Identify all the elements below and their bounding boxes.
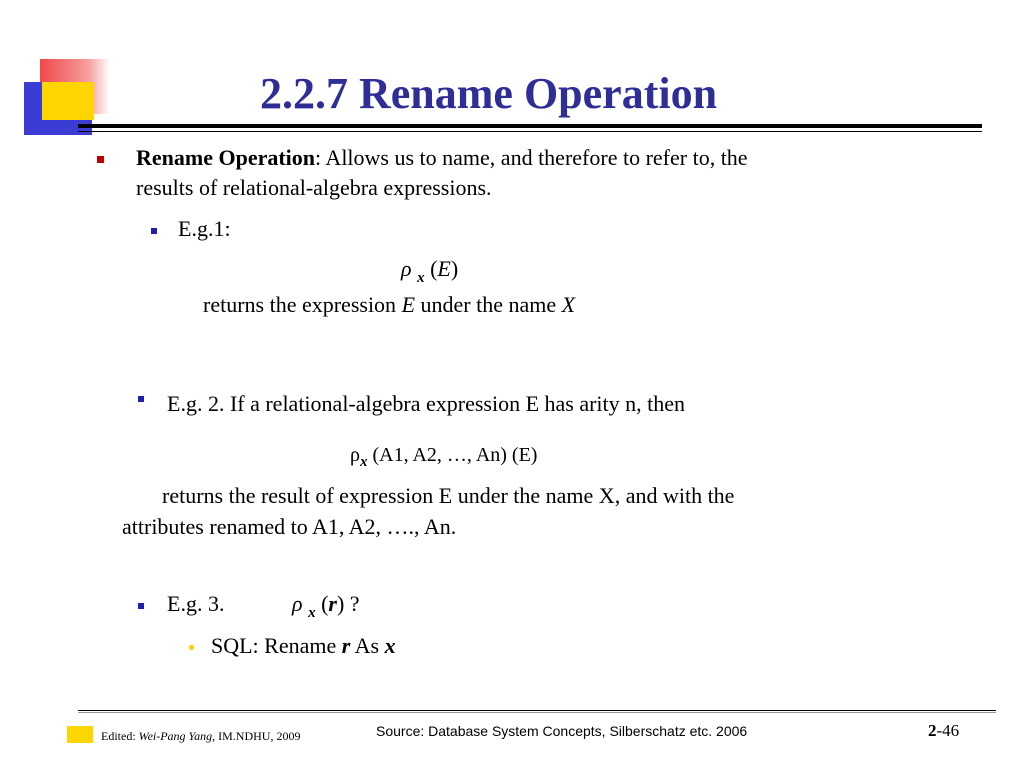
title-divider-thin bbox=[78, 131, 982, 132]
paren-open: ( bbox=[430, 256, 438, 281]
rho-subscript: x bbox=[308, 605, 316, 621]
eg3-label: E.g. 3. bbox=[167, 591, 225, 616]
bullet-icon bbox=[97, 156, 104, 163]
eg2-returns-line1: returns the result of expression E under the name X, and with the bbox=[162, 483, 735, 508]
eg1-label: E.g.1: bbox=[178, 216, 231, 241]
rho-symbol: ρ bbox=[350, 444, 360, 466]
footer-org: IM.NDHU, 2009 bbox=[215, 729, 301, 743]
sql-r: r bbox=[341, 633, 351, 658]
rho-subscript: x bbox=[417, 270, 425, 286]
sql-text-b: As bbox=[350, 633, 385, 658]
page-number bbox=[928, 721, 959, 741]
sub-bullet-icon bbox=[138, 396, 144, 402]
paren-close: ) bbox=[450, 256, 459, 281]
formula-arg: E bbox=[437, 256, 451, 281]
paren-close: ) ? bbox=[336, 591, 360, 616]
logo-yellow-square bbox=[42, 82, 94, 120]
paren-open: ( bbox=[321, 591, 329, 616]
sub-bullet-icon bbox=[138, 603, 144, 609]
bullet-rename-operation bbox=[136, 143, 748, 173]
footer-source: Source: Database System Concepts, Silberschatz etc. 2006 bbox=[376, 723, 748, 739]
title-divider bbox=[78, 124, 982, 128]
footer-edited-label: Edited: bbox=[101, 729, 139, 743]
eg1-returns bbox=[203, 290, 575, 320]
footer-divider-thin bbox=[78, 712, 996, 713]
eg1-returns-a: returns the expression bbox=[203, 292, 402, 317]
eg1-returns-b: under the name bbox=[415, 292, 562, 317]
rho-symbol: ρ bbox=[292, 591, 303, 616]
footer-divider bbox=[78, 710, 996, 711]
rho-symbol: ρ bbox=[401, 256, 412, 281]
rho-subscript: x bbox=[359, 454, 368, 470]
formula-arg: r bbox=[328, 591, 337, 616]
eg3-sql bbox=[211, 631, 396, 661]
dot-bullet-icon bbox=[189, 645, 194, 650]
sql-text-a: SQL: Rename bbox=[211, 633, 342, 658]
page-number-rest: -46 bbox=[936, 721, 960, 740]
eg2-label: E.g. 2. If a relational-algebra expression E has arity n, then bbox=[167, 391, 686, 416]
slide-title: 2.2.7 Rename Operation bbox=[260, 69, 718, 118]
page-number-bold: 2 bbox=[928, 721, 937, 740]
eg1-formula bbox=[401, 254, 458, 287]
footer-author: Wei-Pang Yang, bbox=[138, 729, 216, 743]
eg1-returns-x: X bbox=[561, 292, 576, 317]
footer-edited bbox=[101, 729, 300, 744]
eg2-args: (A1, A2, …, An) (E) bbox=[367, 444, 538, 466]
eg2-formula bbox=[350, 440, 537, 472]
footer-logo-square bbox=[67, 726, 93, 743]
bullet1-text: : Allows us to name, and therefore to refer to, the bbox=[315, 145, 748, 170]
sql-x: x bbox=[384, 633, 396, 658]
sub-bullet-icon bbox=[151, 228, 157, 234]
eg1-returns-e: E bbox=[401, 292, 416, 317]
eg3-formula bbox=[292, 589, 360, 622]
eg2-returns-line2: attributes renamed to A1, A2, …., An. bbox=[122, 514, 457, 539]
bullet1-text-line2: results of relational-algebra expressions. bbox=[136, 175, 492, 200]
term-rename-operation: Rename Operation bbox=[136, 145, 316, 170]
